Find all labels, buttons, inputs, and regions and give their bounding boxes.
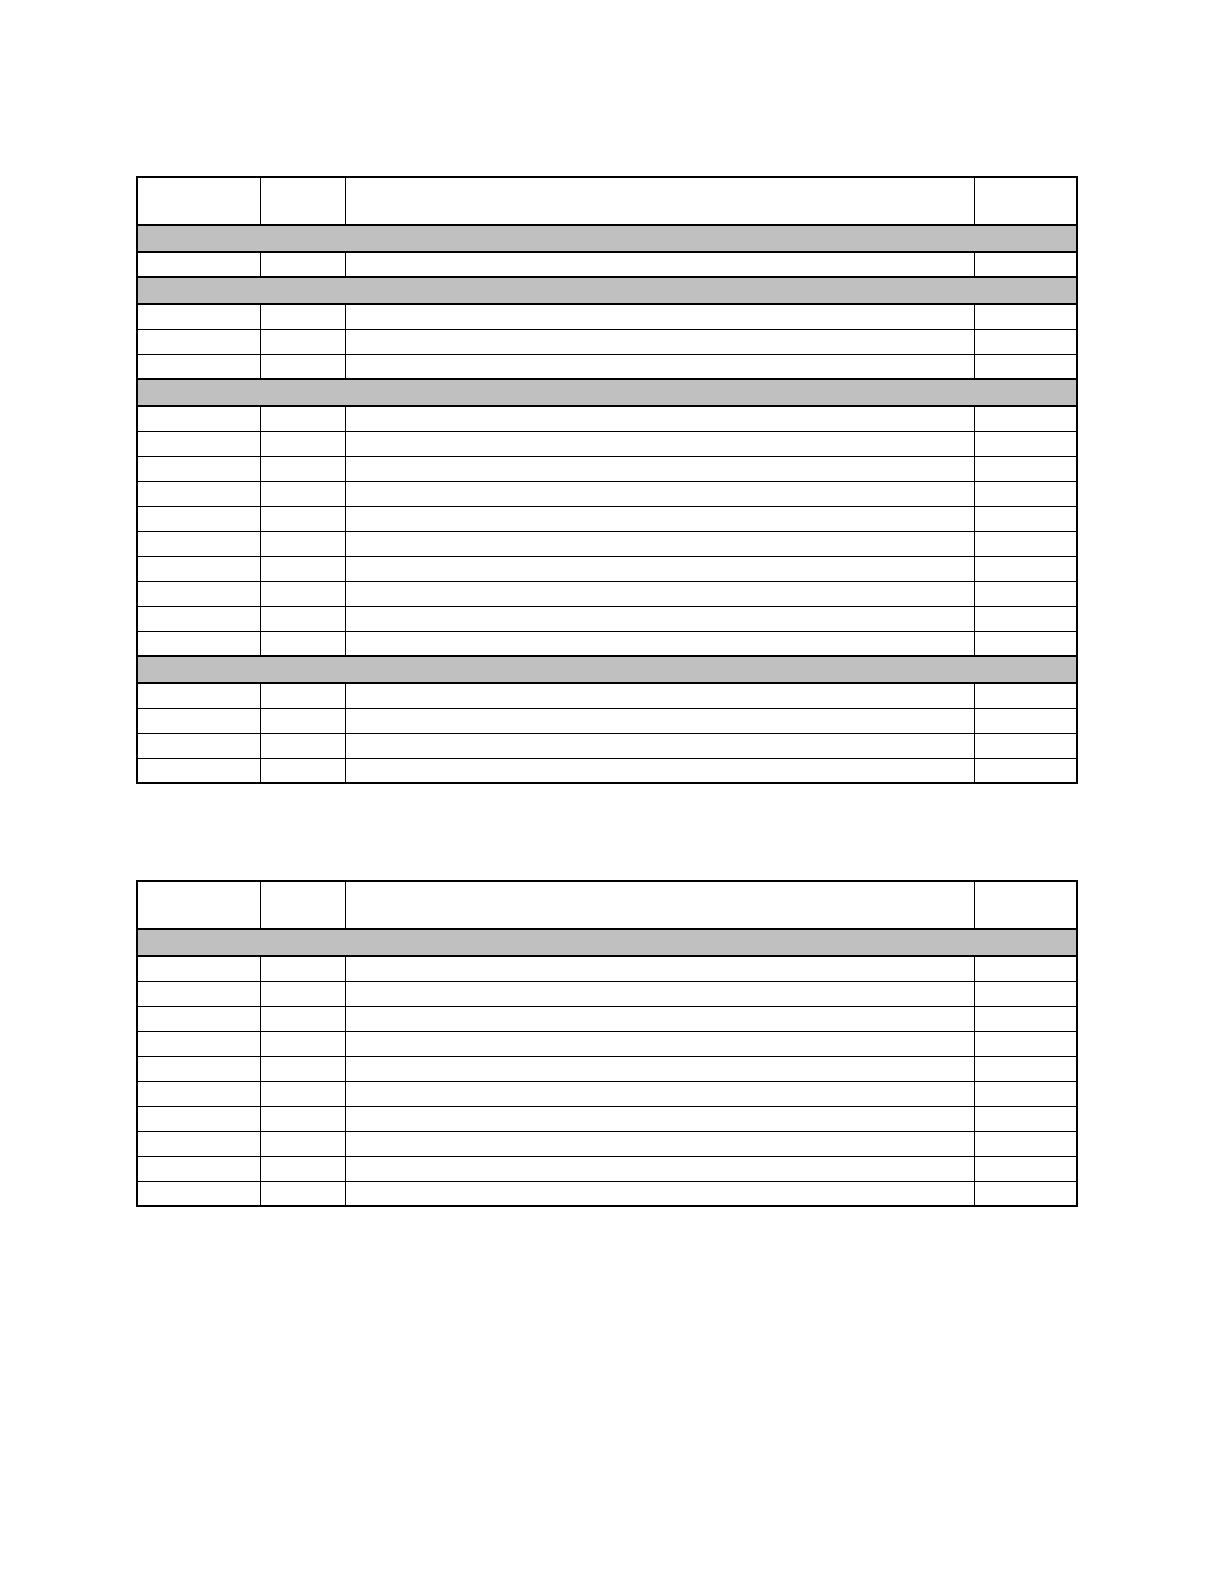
table-cell[interactable] — [974, 506, 1077, 531]
table-cell[interactable] — [974, 1056, 1077, 1081]
section-header-row — [137, 656, 1077, 683]
table-row — [137, 956, 1077, 981]
table-cell[interactable] — [137, 631, 260, 656]
table-row — [137, 1131, 1077, 1156]
table-cell[interactable] — [260, 252, 345, 277]
table-cell[interactable] — [974, 1181, 1077, 1206]
table-row — [137, 1006, 1077, 1031]
section-header-row — [137, 379, 1077, 406]
table-cell[interactable] — [260, 406, 345, 431]
table-cell[interactable] — [345, 1131, 974, 1156]
table-cell[interactable] — [260, 304, 345, 329]
table-cell[interactable] — [974, 481, 1077, 506]
table-header-row — [137, 881, 1077, 929]
table-cell[interactable] — [260, 606, 345, 631]
table-cell[interactable] — [137, 531, 260, 556]
section-header-cell — [137, 379, 1077, 406]
table-cell[interactable] — [974, 252, 1077, 277]
table-cell[interactable] — [137, 1156, 260, 1181]
header-cell — [137, 881, 260, 929]
table-cell[interactable] — [974, 758, 1077, 783]
table-cell[interactable] — [974, 733, 1077, 758]
table-row — [137, 531, 1077, 556]
table-cell[interactable] — [137, 1081, 260, 1106]
table-cell[interactable] — [137, 481, 260, 506]
table-cell[interactable] — [137, 431, 260, 456]
table-cell[interactable] — [260, 506, 345, 531]
table-cell[interactable] — [137, 733, 260, 758]
table-cell[interactable] — [260, 1056, 345, 1081]
table-row — [137, 506, 1077, 531]
table-cell[interactable] — [137, 304, 260, 329]
table-cell[interactable] — [260, 456, 345, 481]
table-cell[interactable] — [345, 1081, 974, 1106]
table-cell[interactable] — [345, 252, 974, 277]
table-row — [137, 431, 1077, 456]
table-row — [137, 581, 1077, 606]
table-cell[interactable] — [345, 1181, 974, 1206]
table-cell[interactable] — [260, 354, 345, 379]
table-cell[interactable] — [137, 981, 260, 1006]
table-row — [137, 456, 1077, 481]
table-cell[interactable] — [974, 1031, 1077, 1056]
table-row — [137, 1156, 1077, 1181]
table-cell[interactable] — [260, 1181, 345, 1206]
table-cell[interactable] — [345, 431, 974, 456]
table-cell[interactable] — [974, 1131, 1077, 1156]
table-cell[interactable] — [345, 606, 974, 631]
table-cell[interactable] — [260, 481, 345, 506]
header-cell — [345, 881, 974, 929]
table-cell[interactable] — [137, 758, 260, 783]
table-cell[interactable] — [974, 708, 1077, 733]
table-cell[interactable] — [137, 329, 260, 354]
form-table-2-body — [137, 881, 1077, 1206]
table-cell[interactable] — [974, 581, 1077, 606]
table-cell[interactable] — [137, 354, 260, 379]
table-row — [137, 683, 1077, 708]
table-cell[interactable] — [345, 1156, 974, 1181]
table-cell[interactable] — [345, 506, 974, 531]
table-cell[interactable] — [345, 981, 974, 1006]
table-cell[interactable] — [260, 1006, 345, 1031]
header-cell — [260, 881, 345, 929]
table-row — [137, 981, 1077, 1006]
table-cell[interactable] — [137, 1106, 260, 1131]
table-cell[interactable] — [260, 981, 345, 1006]
section-header-cell — [137, 277, 1077, 304]
table-cell[interactable] — [974, 1006, 1077, 1031]
table-header-row — [137, 177, 1077, 225]
table-cell[interactable] — [137, 956, 260, 981]
header-cell — [345, 177, 974, 225]
table-cell[interactable] — [137, 1031, 260, 1056]
table-row — [137, 481, 1077, 506]
table-cell[interactable] — [345, 531, 974, 556]
table-cell[interactable] — [137, 252, 260, 277]
table-row — [137, 1056, 1077, 1081]
table-row — [137, 329, 1077, 354]
table-cell[interactable] — [137, 556, 260, 581]
table-row — [137, 556, 1077, 581]
table-cell[interactable] — [260, 1156, 345, 1181]
table-cell[interactable] — [137, 506, 260, 531]
table-cell[interactable] — [974, 531, 1077, 556]
table-cell[interactable] — [260, 1031, 345, 1056]
table-cell[interactable] — [974, 1106, 1077, 1131]
table-cell[interactable] — [345, 556, 974, 581]
table-row — [137, 1081, 1077, 1106]
table-cell[interactable] — [345, 956, 974, 981]
table-cell[interactable] — [137, 406, 260, 431]
table-cell[interactable] — [345, 481, 974, 506]
table-cell[interactable] — [345, 631, 974, 656]
table-cell[interactable] — [260, 733, 345, 758]
table-cell[interactable] — [974, 981, 1077, 1006]
header-cell — [137, 177, 260, 225]
table-cell[interactable] — [260, 1106, 345, 1131]
table-row — [137, 406, 1077, 431]
table-cell[interactable] — [260, 531, 345, 556]
table-cell[interactable] — [137, 581, 260, 606]
header-cell — [974, 177, 1077, 225]
table-cell[interactable] — [974, 683, 1077, 708]
table-cell[interactable] — [137, 1131, 260, 1156]
section-header-row — [137, 277, 1077, 304]
table-cell[interactable] — [345, 1031, 974, 1056]
section-header-row — [137, 929, 1077, 956]
table-cell[interactable] — [974, 606, 1077, 631]
table-row — [137, 631, 1077, 656]
table-cell[interactable] — [974, 1081, 1077, 1106]
table-cell[interactable] — [260, 556, 345, 581]
section-header-row — [137, 225, 1077, 252]
table-cell[interactable] — [974, 304, 1077, 329]
table-cell[interactable] — [260, 708, 345, 733]
table-cell[interactable] — [260, 1081, 345, 1106]
table-cell[interactable] — [345, 581, 974, 606]
table-cell[interactable] — [137, 1056, 260, 1081]
table-cell[interactable] — [345, 1056, 974, 1081]
table-row — [137, 1106, 1077, 1131]
table-cell[interactable] — [974, 556, 1077, 581]
table-cell[interactable] — [974, 456, 1077, 481]
table-cell[interactable] — [345, 1106, 974, 1131]
table-row — [137, 733, 1077, 758]
table-row — [137, 708, 1077, 733]
table-cell[interactable] — [260, 683, 345, 708]
table-cell[interactable] — [974, 956, 1077, 981]
section-header-cell — [137, 929, 1077, 956]
table-cell[interactable] — [260, 431, 345, 456]
form-table-1 — [136, 176, 1078, 784]
table-cell[interactable] — [137, 456, 260, 481]
table-row — [137, 758, 1077, 783]
table-cell[interactable] — [345, 456, 974, 481]
table-cell[interactable] — [260, 956, 345, 981]
table-cell[interactable] — [974, 354, 1077, 379]
table-cell[interactable] — [345, 733, 974, 758]
section-header-cell — [137, 225, 1077, 252]
table-cell[interactable] — [345, 1006, 974, 1031]
table-cell[interactable] — [974, 406, 1077, 431]
table-cell[interactable] — [345, 758, 974, 783]
table-cell[interactable] — [260, 758, 345, 783]
table-cell[interactable] — [260, 329, 345, 354]
table-row — [137, 252, 1077, 277]
table-cell[interactable] — [260, 631, 345, 656]
section-header-cell — [137, 656, 1077, 683]
table-row — [137, 606, 1077, 631]
table-cell[interactable] — [974, 431, 1077, 456]
header-cell — [974, 881, 1077, 929]
table-cell[interactable] — [137, 1006, 260, 1031]
table-cell[interactable] — [345, 708, 974, 733]
table-cell[interactable] — [345, 304, 974, 329]
table-row — [137, 1031, 1077, 1056]
table-cell[interactable] — [137, 606, 260, 631]
form-table-2 — [136, 880, 1078, 1207]
table-row — [137, 304, 1077, 329]
table-row — [137, 1181, 1077, 1206]
table-cell[interactable] — [345, 683, 974, 708]
header-cell — [260, 177, 345, 225]
table-cell[interactable] — [974, 1156, 1077, 1181]
table-row — [137, 354, 1077, 379]
table-cell[interactable] — [345, 329, 974, 354]
table-cell[interactable] — [137, 1181, 260, 1206]
table-cell[interactable] — [137, 708, 260, 733]
table-cell[interactable] — [974, 329, 1077, 354]
table-cell[interactable] — [345, 406, 974, 431]
table-cell[interactable] — [137, 683, 260, 708]
form-table-1-body — [137, 177, 1077, 783]
table-cell[interactable] — [974, 631, 1077, 656]
table-cell[interactable] — [260, 581, 345, 606]
table-cell[interactable] — [345, 354, 974, 379]
table-cell[interactable] — [260, 1131, 345, 1156]
